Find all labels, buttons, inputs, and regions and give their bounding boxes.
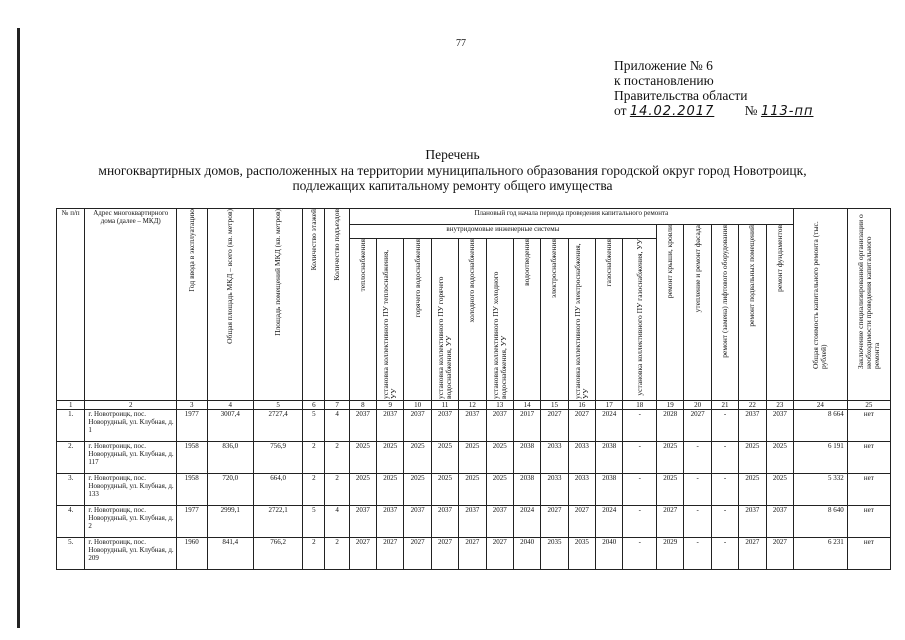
header-gas: газоснабжения bbox=[596, 239, 623, 401]
table-cell: 6 231 bbox=[794, 538, 848, 570]
table-cell: 3. bbox=[57, 474, 85, 506]
header-year: Год ввода в эксплуатацию bbox=[177, 209, 208, 401]
table-cell: 2025 bbox=[459, 442, 486, 474]
table-row bbox=[57, 538, 891, 570]
table-cell: 2017 bbox=[513, 410, 540, 442]
table-cell: 2025 bbox=[349, 442, 376, 474]
table-cell: 1977 bbox=[177, 410, 208, 442]
decree-number: 113-пп bbox=[760, 104, 814, 119]
table-cell: 2024 bbox=[513, 506, 540, 538]
header-conclusion: Заключение специализированной организации о необходимости проведения капитального ремонта bbox=[847, 209, 890, 401]
table-cell: 2025 bbox=[766, 474, 793, 506]
column-number-cell: 25 bbox=[847, 401, 890, 410]
table-cell: 2999,1 bbox=[207, 506, 253, 538]
table-cell: 2027 bbox=[766, 538, 793, 570]
table-cell: - bbox=[623, 474, 657, 506]
table-cell: 2038 bbox=[513, 442, 540, 474]
table-cell: 2035 bbox=[568, 538, 595, 570]
header-gas-meter: установка коллективного ПУ газоснабжения, УУ bbox=[623, 239, 657, 401]
table-cell: нет bbox=[847, 474, 890, 506]
table-cell: 2027 bbox=[739, 538, 766, 570]
header-num: № п/п bbox=[57, 209, 85, 401]
table-cell: 2037 bbox=[459, 410, 486, 442]
table-cell: - bbox=[711, 474, 738, 506]
table-cell: 1977 bbox=[177, 506, 208, 538]
table-cell: 836,0 bbox=[207, 442, 253, 474]
header-hot-water-meter: установка коллективного ПУ горячего водоснабжения, УУ bbox=[431, 239, 458, 401]
table-cell: 2025 bbox=[377, 442, 404, 474]
table-cell: нет bbox=[847, 538, 890, 570]
table-cell: 2025 bbox=[486, 442, 513, 474]
column-number-cell: 12 bbox=[459, 401, 486, 410]
table-cell: 2727,4 bbox=[253, 410, 302, 442]
table-cell: 2028 bbox=[657, 410, 684, 442]
column-number-cell: 1 bbox=[57, 401, 85, 410]
table-cell: 2033 bbox=[568, 474, 595, 506]
column-number-cell: 24 bbox=[794, 401, 848, 410]
column-number-cell: 11 bbox=[431, 401, 458, 410]
table-cell: - bbox=[711, 410, 738, 442]
address-cell: г. Новотроицк, пос. Новорудный, ул. Клубная, д. 2 bbox=[85, 506, 177, 538]
column-number-cell: 20 bbox=[684, 401, 711, 410]
header-room-area: Площадь помещений МКД (кв. метров) bbox=[253, 209, 302, 401]
column-number-cell: 15 bbox=[541, 401, 568, 410]
column-number-cell: 18 bbox=[623, 401, 657, 410]
column-number-cell: 19 bbox=[657, 401, 684, 410]
header-roof: ремонт крыши, кровли bbox=[657, 225, 684, 401]
header-hot-water: горячего водоснабжения bbox=[404, 239, 431, 401]
table-cell: 5 bbox=[303, 506, 325, 538]
table-cell: 1960 bbox=[177, 538, 208, 570]
header-address: Адрес многоквартирного дома (далее – МКД) bbox=[85, 209, 177, 401]
address-cell: г. Новотроицк, пос. Новорудный, ул. Клубная, д. 117 bbox=[85, 442, 177, 474]
table-cell: 2025 bbox=[404, 442, 431, 474]
table-cell: 2038 bbox=[596, 474, 623, 506]
table-cell: 2033 bbox=[541, 474, 568, 506]
table-cell: - bbox=[711, 538, 738, 570]
table-cell: 2037 bbox=[349, 506, 376, 538]
table-cell: 2025 bbox=[431, 442, 458, 474]
table-cell: 2025 bbox=[739, 442, 766, 474]
table-cell: 1. bbox=[57, 410, 85, 442]
page-edge-line bbox=[17, 28, 20, 628]
table-cell: - bbox=[684, 442, 711, 474]
column-number-cell: 10 bbox=[404, 401, 431, 410]
header-electricity: электроснабжения bbox=[541, 239, 568, 401]
table-cell: 720,0 bbox=[207, 474, 253, 506]
column-number-cell: 23 bbox=[766, 401, 793, 410]
appendix-line-3: Правительства области bbox=[614, 88, 748, 103]
table-cell: 2027 bbox=[568, 506, 595, 538]
column-number-cell: 8 bbox=[349, 401, 376, 410]
table-cell: 2 bbox=[325, 538, 349, 570]
table-cell: 2025 bbox=[459, 474, 486, 506]
table-cell: нет bbox=[847, 506, 890, 538]
header-basement: ремонт подвальных помещений bbox=[739, 225, 766, 401]
table-cell: 6 191 bbox=[794, 442, 848, 474]
table-row bbox=[57, 474, 891, 506]
table-cell: 2 bbox=[325, 442, 349, 474]
table-cell: 2027 bbox=[541, 506, 568, 538]
header-foundation: ремонт фундаментов bbox=[766, 225, 793, 401]
header-entrances: Количество подъездов bbox=[325, 209, 349, 401]
table-cell: 2037 bbox=[739, 410, 766, 442]
table-cell: 2 bbox=[303, 538, 325, 570]
table-cell: 5 bbox=[303, 410, 325, 442]
table-cell: - bbox=[711, 506, 738, 538]
column-number-cell: 17 bbox=[596, 401, 623, 410]
number-prefix: № bbox=[744, 103, 758, 118]
table-cell: 2037 bbox=[431, 506, 458, 538]
column-number-cell: 13 bbox=[486, 401, 513, 410]
table-cell: - bbox=[623, 538, 657, 570]
table-cell: 756,9 bbox=[253, 442, 302, 474]
address-cell: г. Новотроицк, пос. Новорудный, ул. Клубная, д. 133 bbox=[85, 474, 177, 506]
header-heating-meter: установка коллективного ПУ теплоснабжения, УУ bbox=[377, 239, 404, 401]
table-cell: 2027 bbox=[486, 538, 513, 570]
table-row bbox=[57, 410, 891, 442]
date-prefix: от bbox=[614, 103, 627, 118]
column-number-cell: 6 bbox=[303, 401, 325, 410]
table-cell: - bbox=[684, 506, 711, 538]
table-cell: 2029 bbox=[657, 538, 684, 570]
header-heating: теплоснабжения bbox=[349, 239, 376, 401]
table-cell: 5. bbox=[57, 538, 85, 570]
header-cold-water-meter: установка коллективного ПУ холодного водоснабжения, УУ bbox=[486, 239, 513, 401]
table-cell: 3007,4 bbox=[207, 410, 253, 442]
column-number-cell: 5 bbox=[253, 401, 302, 410]
table-cell: - bbox=[623, 442, 657, 474]
table-cell: 5 332 bbox=[794, 474, 848, 506]
table-cell: нет bbox=[847, 410, 890, 442]
table-cell: 2027 bbox=[404, 538, 431, 570]
column-number-cell: 21 bbox=[711, 401, 738, 410]
table-cell: 1958 bbox=[177, 442, 208, 474]
appendix-block bbox=[614, 58, 813, 119]
document-subtitle-1: многоквартирных домов, расположенных на территории муниципального образования городской округ город Новотроицк, bbox=[98, 163, 807, 178]
houses-table bbox=[56, 208, 891, 570]
header-facade: утепление и ремонт фасада bbox=[684, 225, 711, 401]
table-cell: 2027 bbox=[459, 538, 486, 570]
page-number: 77 bbox=[456, 38, 466, 49]
column-number-cell: 3 bbox=[177, 401, 208, 410]
column-number-cell: 9 bbox=[377, 401, 404, 410]
table-cell: 2025 bbox=[766, 442, 793, 474]
table-cell: 2024 bbox=[596, 506, 623, 538]
table-cell: 2035 bbox=[541, 538, 568, 570]
table-cell: 2033 bbox=[541, 442, 568, 474]
table-cell: 2025 bbox=[404, 474, 431, 506]
table-cell: 2038 bbox=[513, 474, 540, 506]
table-cell: 2025 bbox=[739, 474, 766, 506]
table-cell: - bbox=[623, 506, 657, 538]
table-cell: - bbox=[684, 474, 711, 506]
table-cell: 2 bbox=[303, 474, 325, 506]
table-cell: 2027 bbox=[377, 538, 404, 570]
table-cell: 2 bbox=[303, 442, 325, 474]
table-cell: 2040 bbox=[596, 538, 623, 570]
table-cell: 2027 bbox=[541, 410, 568, 442]
header-electricity-meter: установка коллективного ПУ электроснабжения, УУ bbox=[568, 239, 595, 401]
header-total-area: Общая площадь МКД – всего (кв. метров) bbox=[207, 209, 253, 401]
table-cell: 2025 bbox=[657, 442, 684, 474]
column-number-row bbox=[57, 401, 891, 410]
document-subtitle-2: подлежащих капитальному ремонту общего имущества bbox=[292, 178, 613, 193]
column-number-cell: 14 bbox=[513, 401, 540, 410]
table-cell: 2037 bbox=[766, 410, 793, 442]
table-cell: 2038 bbox=[596, 442, 623, 474]
table-cell: 2722,1 bbox=[253, 506, 302, 538]
table-cell: 2024 bbox=[596, 410, 623, 442]
table-cell: 766,2 bbox=[253, 538, 302, 570]
table-cell: 4 bbox=[325, 410, 349, 442]
column-number-cell: 16 bbox=[568, 401, 595, 410]
table-cell: 2040 bbox=[513, 538, 540, 570]
column-number-cell: 22 bbox=[739, 401, 766, 410]
table-cell: - bbox=[623, 410, 657, 442]
table-cell: 2037 bbox=[739, 506, 766, 538]
table-cell: 1958 bbox=[177, 474, 208, 506]
table-cell: 2037 bbox=[486, 410, 513, 442]
table-cell: - bbox=[711, 442, 738, 474]
decree-date: 14.02.2017 bbox=[629, 104, 715, 119]
table-cell: 2025 bbox=[486, 474, 513, 506]
table-cell: 2037 bbox=[766, 506, 793, 538]
table-cell: 2037 bbox=[459, 506, 486, 538]
table-cell: 4 bbox=[325, 506, 349, 538]
header-cold-water: холодного водоснабжения bbox=[459, 239, 486, 401]
table-cell: 2025 bbox=[657, 474, 684, 506]
table-cell: 664,0 bbox=[253, 474, 302, 506]
table-cell: 2027 bbox=[349, 538, 376, 570]
table-cell: 2037 bbox=[431, 410, 458, 442]
table-cell: 2025 bbox=[349, 474, 376, 506]
table-cell: 2037 bbox=[349, 410, 376, 442]
table-row bbox=[57, 506, 891, 538]
header-planned-year-group: Плановый год начала периода проведения капитального ремонта bbox=[349, 209, 793, 225]
table-cell: - bbox=[684, 538, 711, 570]
table-cell: 841,4 bbox=[207, 538, 253, 570]
column-number-cell: 4 bbox=[207, 401, 253, 410]
table-cell: 2025 bbox=[431, 474, 458, 506]
table-cell: нет bbox=[847, 442, 890, 474]
header-total-cost: Общая стоимость капитального ремонта (тыс. рублей) bbox=[794, 209, 848, 401]
table-cell: 8 640 bbox=[794, 506, 848, 538]
table-cell: 4. bbox=[57, 506, 85, 538]
table-cell: 2 bbox=[325, 474, 349, 506]
table-cell: 2037 bbox=[404, 506, 431, 538]
appendix-line-2: к постановлению bbox=[614, 73, 714, 88]
table-cell: 2027 bbox=[657, 506, 684, 538]
table-cell: 2027 bbox=[568, 410, 595, 442]
document-title: Перечень bbox=[425, 147, 480, 162]
table-cell: 8 664 bbox=[794, 410, 848, 442]
header-floors: Количество этажей bbox=[303, 209, 325, 401]
appendix-date-line bbox=[614, 103, 813, 119]
table-cell: 2027 bbox=[431, 538, 458, 570]
table-cell: 2025 bbox=[377, 474, 404, 506]
table-cell: 2037 bbox=[377, 506, 404, 538]
table-cell: 2033 bbox=[568, 442, 595, 474]
address-cell: г. Новотроицк, пос. Новорудный, ул. Клубная, д. 209 bbox=[85, 538, 177, 570]
table-cell: 2037 bbox=[404, 410, 431, 442]
table-row bbox=[57, 442, 891, 474]
table-cell: 2037 bbox=[377, 410, 404, 442]
column-number-cell: 2 bbox=[85, 401, 177, 410]
column-number-cell: 7 bbox=[325, 401, 349, 410]
appendix-line-1: Приложение № 6 bbox=[614, 58, 713, 73]
header-engineering-systems: внутридомовые инженерные системы bbox=[349, 225, 656, 239]
header-sewerage: водоотведения bbox=[513, 239, 540, 401]
address-cell: г. Новотроицк, пос. Новорудный, ул. Клубная, д. 1 bbox=[85, 410, 177, 442]
header-elevator: ремонт (замена) лифтового оборудования bbox=[711, 225, 738, 401]
table-cell: 2037 bbox=[486, 506, 513, 538]
table-cell: 2027 bbox=[684, 410, 711, 442]
table-cell: 2. bbox=[57, 442, 85, 474]
